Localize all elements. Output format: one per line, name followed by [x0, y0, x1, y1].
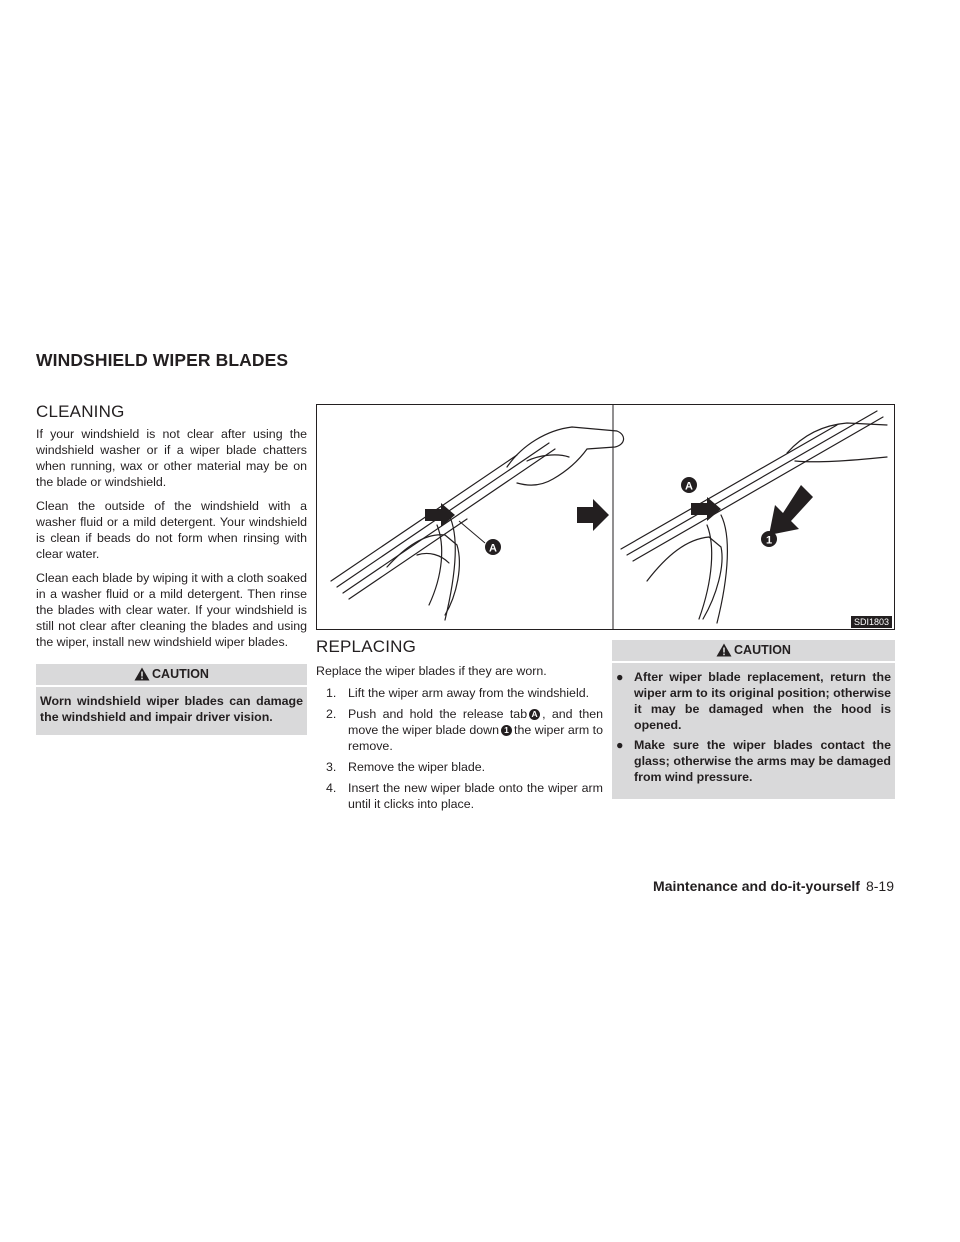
step-text: Insert the new wiper blade onto the wiper arm until it clicks into place.	[348, 781, 603, 811]
callout-1-ref: 1	[501, 725, 512, 736]
step-item	[326, 706, 603, 754]
callout-1: 1	[765, 534, 773, 547]
step-number: 3.	[326, 760, 337, 774]
step-item	[326, 759, 603, 775]
caution-header	[36, 664, 307, 687]
replacing-heading: REPLACING	[316, 637, 417, 656]
warning-triangle-icon	[134, 667, 150, 681]
page-footer	[653, 878, 894, 894]
warning-triangle-icon	[716, 643, 732, 657]
bullet-icon: ●	[616, 738, 624, 752]
cleaning-paragraph: If your windshield is not clear after using the windshield washer or if a wiper blade chatters when running, wax or other material may be on the blade or windshield.	[36, 427, 307, 489]
wiper-illustration-svg	[317, 405, 894, 629]
step-number: 4.	[326, 781, 337, 795]
cleaning-section	[36, 402, 307, 735]
step-text: Remove the wiper blade.	[348, 760, 486, 774]
caution-label: CAUTION	[152, 667, 209, 681]
cleaning-paragraph: Clean each blade by wiping it with a cloth soaked in a washer fluid or a mild detergent. Then rinse the blades with clear water. If your windshield is still not clear after cleaning the blades and using the wiper, install new windshield wiper blades.	[36, 571, 307, 649]
step-text: Push and hold the release tab	[348, 707, 528, 721]
figure-code: SDI1803	[851, 616, 892, 628]
chapter-title: Maintenance and do-it-yourself	[653, 878, 860, 894]
replacing-section	[316, 637, 603, 817]
step-text: the wiper arm to remove.	[348, 723, 603, 753]
caution-label: CAUTION	[734, 643, 791, 657]
cleaning-heading: CLEANING	[36, 402, 125, 421]
caution-item-text: Make sure the wiper blades contact the glass; otherwise the arms may be damaged from wind pressure.	[634, 738, 891, 784]
caution-text: Worn windshield wiper blades can damage the windshield and impair driver vision.	[40, 694, 303, 724]
step-text: , and then move the wiper blade down	[348, 707, 603, 737]
move-down-arrow-icon	[769, 485, 813, 535]
step-item	[326, 685, 603, 701]
step-arrow-icon	[577, 499, 609, 531]
replacing-intro: Replace the wiper blades if they are worn.	[316, 664, 547, 678]
callout-a-left: A	[489, 542, 497, 555]
cleaning-paragraph: Clean the outside of the windshield with a washer fluid or a mild detergent. Your windshield is clean if beads do not form when rinsing with clear water.	[36, 499, 307, 561]
caution-list	[612, 663, 895, 799]
caution-box-replacing	[612, 640, 895, 799]
section-title: WINDSHIELD WIPER BLADES	[36, 350, 289, 370]
step-number: 2.	[326, 707, 337, 721]
callout-a-right: A	[685, 480, 693, 493]
caution-item-text: After wiper blade replacement, return the wiper arm to its original position; otherwise it may be damaged when the hood is opened.	[634, 670, 891, 732]
callout-a-ref: A	[529, 709, 540, 720]
step-text: Lift the wiper arm away from the windshield.	[348, 686, 590, 700]
bullet-icon: ●	[616, 670, 624, 684]
step-number: 1.	[326, 686, 337, 700]
caution-bullet	[616, 737, 891, 785]
step-item	[326, 780, 603, 812]
wiper-blade-illustration	[316, 404, 895, 630]
caution-box	[36, 664, 307, 735]
caution-header	[612, 640, 895, 663]
page-number: 8-19	[865, 878, 894, 894]
push-arrow-icon	[425, 497, 721, 527]
caution-bullet	[616, 669, 891, 733]
